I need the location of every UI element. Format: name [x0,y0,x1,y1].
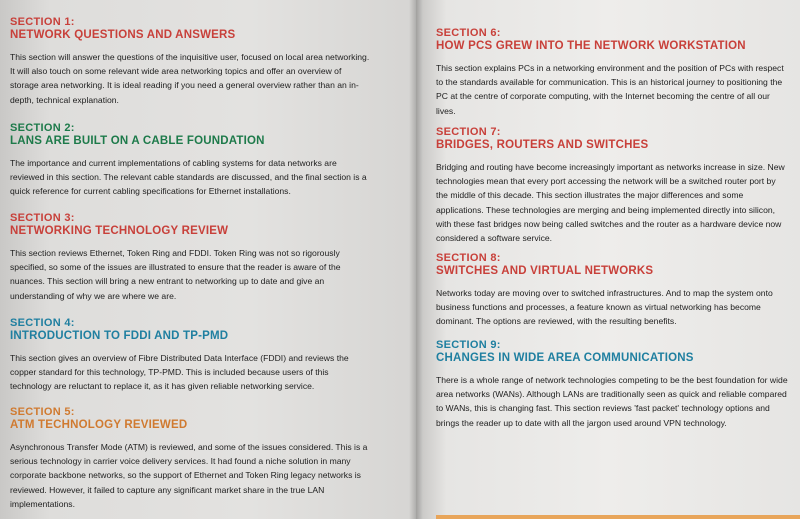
section-5 [10,406,372,511]
section-title: NETWORK QUESTIONS AND ANSWERS [10,29,236,41]
section-1 [10,16,372,107]
section-4 [10,317,372,394]
section-title: BRIDGES, ROUTERS AND SWITCHES [436,139,649,151]
section-number: SECTION 8: [436,252,501,264]
section-2 [10,122,372,199]
section-6 [436,27,788,118]
section-title: INTRODUCTION TO FDDI AND TP-PMD [10,330,229,342]
section-title: LANS ARE BUILT ON A CABLE FOUNDATION [10,135,265,147]
section-8 [436,252,788,329]
section-title: SWITCHES AND VIRTUAL NETWORKS [436,265,654,277]
section-body: This section will answer the questions of the inquisitive user, focused on local area networking. It will also touch on some relevant wide area networking topics and offer an overview of storage area networking. It is ideal reading if you need a general overview rather than an in-depth, technical explanation. [10,52,370,105]
page-edge-strip [436,515,800,519]
right-page [416,0,800,519]
section-7 [436,126,788,245]
section-body: The importance and current implementations of cabling systems for data networks are reviewed in this section. The relevant cable standards are discussed, and the final section is a quick reference for current cabling specifications for Ethernet installations. [10,158,367,197]
section-title: HOW PCS GREW INTO THE NETWORK WORKSTATION [436,40,746,52]
section-body: Networks today are moving over to switched infrastructures. And to map the system onto business functions and processes, a feature known as virtual networking has become dominant. The options are reviewed, with the resulting benefits. [436,288,773,327]
section-number: SECTION 3: [10,212,75,224]
section-number: SECTION 9: [436,339,501,351]
section-number: SECTION 2: [10,122,75,134]
section-number: SECTION 1: [10,16,75,28]
section-title: NETWORKING TECHNOLOGY REVIEW [10,225,229,237]
section-3 [10,212,372,303]
section-title: ATM TECHNOLOGY REVIEWED [10,419,188,431]
section-body: This section gives an overview of Fibre Distributed Data Interface (FDDI) and reviews the copper standard for this technology, TP-PMD. This is included because users of this technology are reluctant to replace it, as it has given reliable networking service. [10,353,349,392]
section-number: SECTION 5: [10,406,75,418]
section-number: SECTION 6: [436,27,501,39]
section-9 [436,339,788,430]
section-number: SECTION 7: [436,126,501,138]
book-gutter-shadow [409,0,423,519]
section-body: This section reviews Ethernet, Token Ring and FDDI. Token Ring was not so rigorously specified, so some of the issues are illustrated to ensure that the reader is aware of the nuances. This section will bring a new entrant to networking up to date and give an understanding of why we are where we are. [10,248,341,301]
section-body: Asynchronous Transfer Mode (ATM) is reviewed, and some of the issues considered. This is a serious technology in carrier voice delivery services. It had found a niche solution in many corporate backbone networks, so the support of Ethernet and Token Ring legacy networks is reviewed. However, it failed to capture any significant market share in the true LAN implementations. [10,442,368,509]
section-body: There is a whole range of network technologies competing to be the best foundation for wide area networks (WANs). Although LANs are traditionally seen as quick and reliable compared to WANs, this is changing fast. This section reviews 'fast packet' technology options and brings the reader up to date with all the jargon used around VPN technology. [436,375,788,428]
section-body: Bridging and routing have become increasingly important as networks increase in size. New technologies mean that every port accessing the network will be a switched router port by the middle of this decade. This section illustrates the major differences and some applications. These technologies are merging and being implemented directly into silicon, with these fast bridges now being called switches and the router as a hardware device now considered a software service. [436,162,785,244]
section-body: This section explains PCs in a networking environment and the position of PCs with respect to the standards available for communication. This is an historical journey to positioning the PC at the centre of corporate computing, with the Internet becoming the centre of all our lives. [436,63,784,116]
section-title: CHANGES IN WIDE AREA COMMUNICATIONS [436,352,694,364]
section-number: SECTION 4: [10,317,75,329]
